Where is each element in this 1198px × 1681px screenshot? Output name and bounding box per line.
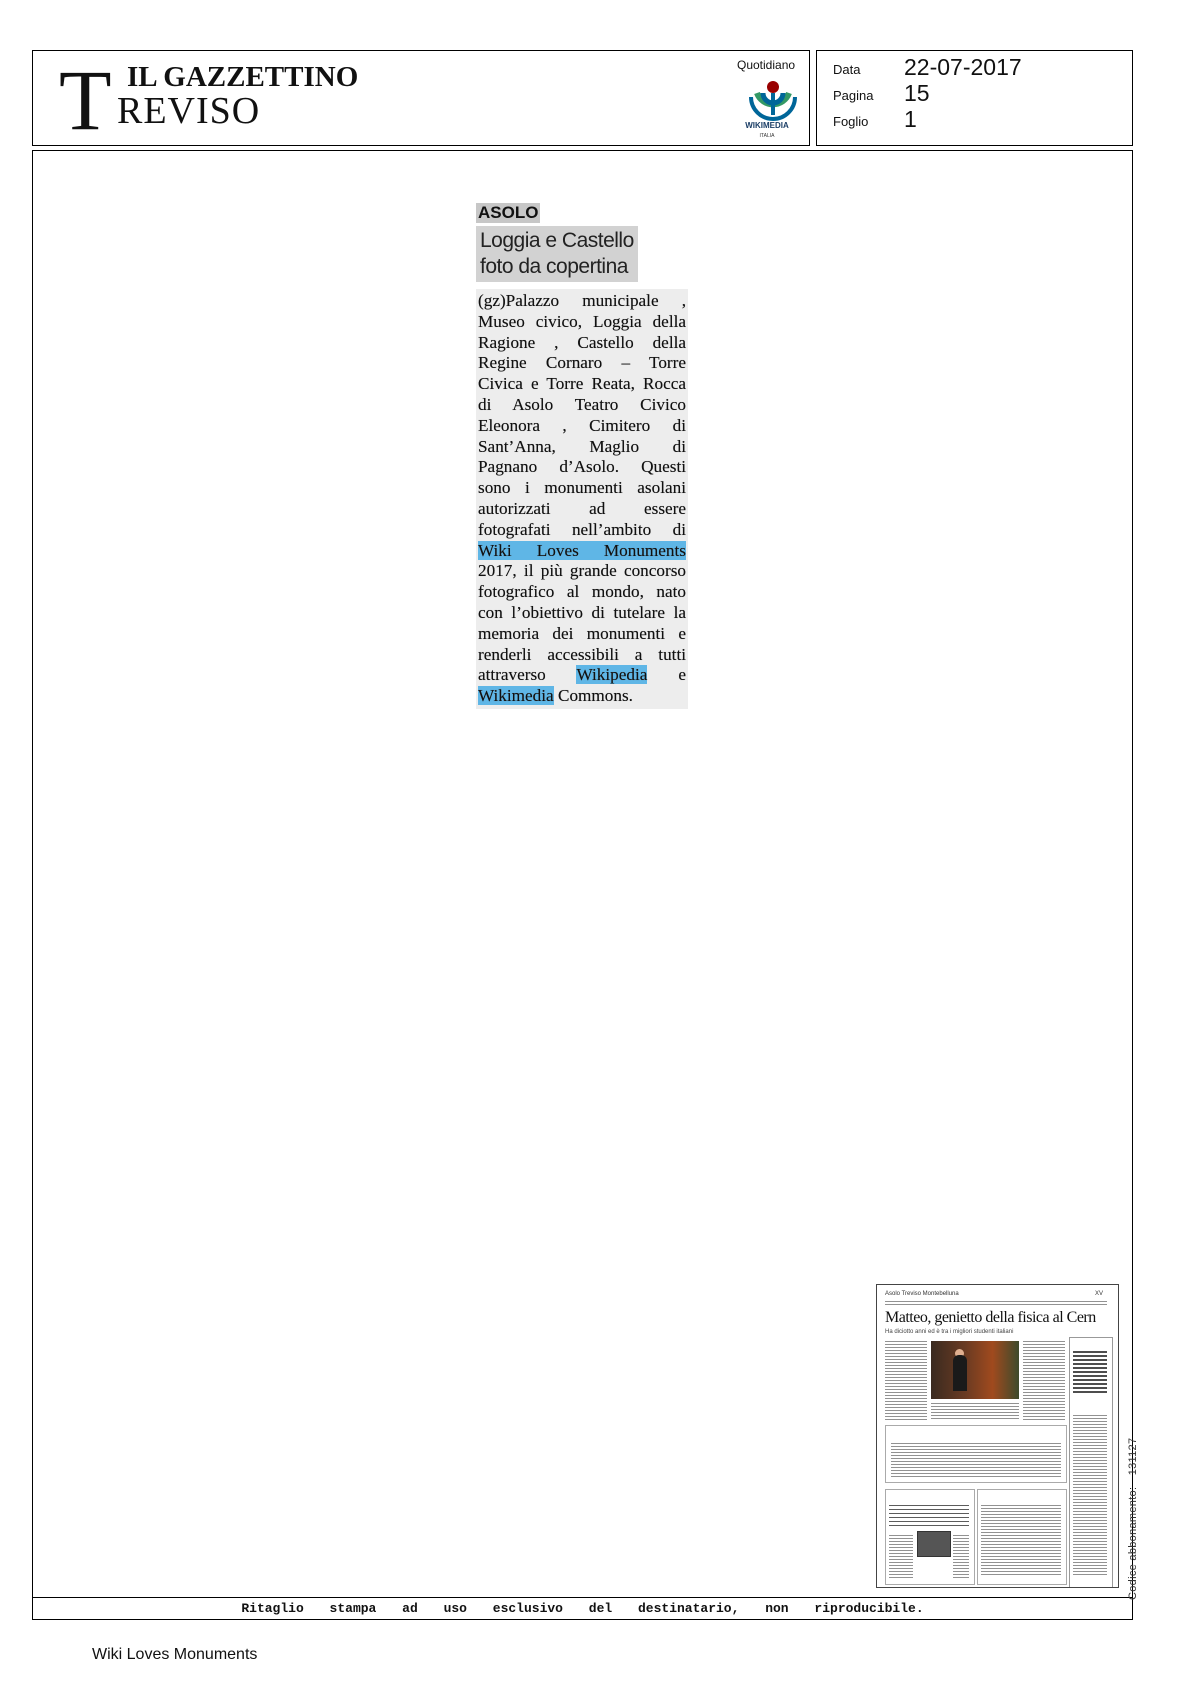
article-kicker: ASOLO: [478, 203, 539, 222]
thumbnail-photo-small: [917, 1531, 951, 1557]
masthead-subtitle: REVISO: [117, 90, 261, 132]
document-caption: Wiki Loves Monuments: [92, 1646, 258, 1663]
thumbnail-text-block: [953, 1535, 969, 1579]
publication-type: Quotidiano: [737, 58, 796, 72]
headline-line-1: Loggia e Castello: [480, 229, 634, 252]
thumbnail-text-block: [889, 1535, 913, 1579]
masthead-box: [32, 50, 810, 146]
highlight-wiki-loves-monuments: Wiki Loves Monuments: [478, 540, 686, 560]
thumbnail-text-block: [1073, 1415, 1107, 1575]
article-body: [476, 289, 688, 709]
subscription-code-value: 131127: [1127, 1437, 1139, 1476]
thumbnail-text-block: [1073, 1351, 1107, 1395]
thumbnail-text-block: [931, 1403, 1019, 1421]
sheet-value: 1: [904, 106, 917, 132]
date-value: 22-07-2017: [904, 54, 1022, 80]
thumbnail-text-block: [885, 1341, 927, 1421]
headline-line-2: foto da copertina: [480, 255, 628, 278]
body-text-3: Commons.: [557, 686, 633, 706]
thumbnail-page-number: XV: [1095, 1291, 1104, 1297]
article-clipping: [476, 203, 688, 709]
logo-subname: ITALIA: [759, 133, 775, 139]
body-text-2: 2017, il più grande concorso fotografico al mondo, nato con l’obiettivo di tutelare la memoria dei monumenti e renderli accessibili a tutti attraverso: [478, 561, 686, 685]
masthead-title: IL GAZZETTINO: [127, 61, 359, 93]
highlight-wikipedia: Wikipedia: [576, 665, 648, 685]
page-value: 15: [904, 80, 930, 106]
thumbnail-text-block: [889, 1505, 969, 1529]
page-thumbnail: [876, 1284, 1119, 1588]
thumbnail-text-block: [1023, 1341, 1065, 1421]
thumbnail-text-block: [981, 1505, 1061, 1577]
meta-box: [816, 50, 1133, 146]
date-label: Data: [833, 62, 861, 77]
thumbnail-photo: [931, 1341, 1019, 1399]
body-text-1: (gz)Palazzo municipale , Museo civico, Loggia della Ragione , Castello della Regine Cornaro – Torre Civica e Torre Reata, Rocca di Asolo Teatro Civico Eleonora , Cimitero di Sant’Anna, Maglio di Pagnano d’Asolo. Questi sono i monumenti asolani autorizzati ad essere fotografati nell’ambito di: [478, 291, 686, 539]
page-label: Pagina: [833, 88, 874, 103]
thumbnail-photo-figure: [953, 1355, 967, 1391]
masthead-initial: T: [59, 52, 110, 148]
article-headline: [476, 226, 638, 282]
subscription-code-label: Codice abbonamento:: [1127, 1486, 1139, 1600]
sheet-label: Foglio: [833, 114, 869, 129]
footer-bar: [32, 1597, 1133, 1620]
logo-name: WIKIMEDIA: [745, 121, 789, 130]
disclaimer: Ritaglio stampa ad uso esclusivo del destinatario, non riproducibile.: [241, 1601, 924, 1616]
body-text-and: e: [678, 665, 686, 685]
thumbnail-section-line: Asolo Treviso Montebelluna: [885, 1291, 959, 1297]
highlight-wikimedia: Wikimedia: [478, 686, 554, 706]
thumbnail-text-block: [891, 1443, 1061, 1477]
subscription-code: [1127, 1400, 1141, 1600]
thumbnail-text-block: [885, 1301, 1107, 1305]
thumbnail-title: Matteo, genietto della fisica al Cern: [885, 1309, 1096, 1326]
thumbnail-subtitle: Ha diciotto anni ed è tra i migliori studenti italiani: [885, 1329, 1014, 1335]
